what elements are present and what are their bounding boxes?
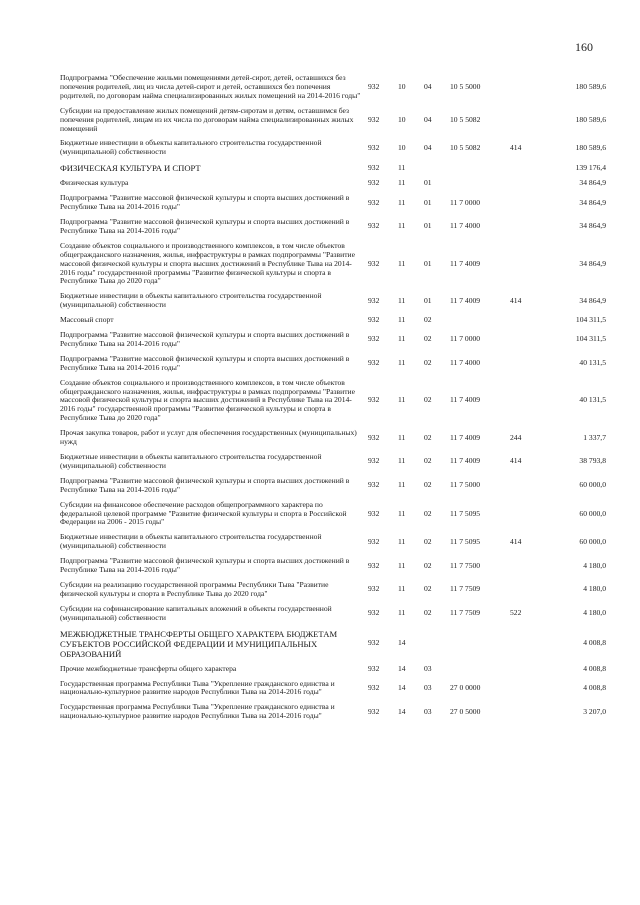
row-section-code: 10 — [398, 81, 406, 91]
row-target-article — [450, 314, 510, 329]
row-ved-code: 932 — [368, 560, 380, 570]
row-amount: 3 207,0 — [583, 706, 606, 716]
row-name: Бюджетные инвестиции в объекты капитального строительства государственной (муниципальной) собственности — [60, 291, 322, 310]
row-expense-type — [510, 627, 546, 663]
row-section-code: 11 — [398, 178, 406, 188]
row-section-code: 11 — [398, 258, 406, 268]
row-section-code: 14 — [398, 682, 406, 692]
row-target-article: 11 7 0000 — [450, 334, 481, 344]
row-subsection-code: 02 — [424, 358, 432, 368]
row-target-article — [450, 177, 510, 192]
row-subsection-code: 02 — [424, 334, 432, 344]
table-row — [60, 663, 606, 678]
row-ved-code: 932 — [368, 663, 380, 673]
row-expense-type — [510, 579, 546, 603]
row-ved-code: 932 — [368, 221, 380, 231]
row-expense-type — [510, 192, 546, 216]
row-section-code: 11 — [398, 162, 406, 172]
row-subsection-code: 02 — [424, 560, 432, 570]
row-name: Субсидии на софинансирование капитальных вложений в объекты государственной (муниципальной) собственности — [60, 603, 332, 622]
row-subsection-code — [424, 627, 450, 663]
row-target-article: 11 7 0000 — [450, 197, 481, 207]
row-expense-type — [510, 72, 546, 105]
table-row — [60, 701, 606, 725]
row-expense-type: 244 — [510, 432, 522, 442]
table-row — [60, 499, 606, 532]
row-expense-type — [510, 161, 546, 177]
row-section-code: 10 — [398, 142, 406, 152]
table-row — [60, 192, 606, 216]
row-ved-code: 932 — [368, 358, 380, 368]
row-ved-code: 932 — [368, 315, 380, 325]
row-subsection-code: 04 — [424, 81, 432, 91]
row-amount: 34 864,9 — [579, 295, 606, 305]
row-section-code: 11 — [398, 536, 406, 546]
row-subsection-code — [424, 161, 450, 177]
table-row — [60, 678, 606, 702]
row-amount: 60 000,0 — [579, 480, 606, 490]
row-expense-type — [510, 555, 546, 579]
row-target-article: 11 7 4009 — [450, 456, 481, 466]
row-subsection-code: 02 — [424, 456, 432, 466]
row-expense-type — [510, 475, 546, 499]
row-target-article: 11 7 4009 — [450, 295, 481, 305]
row-expense-type: 522 — [510, 608, 522, 618]
row-name: Бюджетные инвестиции в объекты капитального строительства государственной (муниципальной) собственности — [60, 452, 322, 470]
table-row-section — [60, 627, 606, 663]
row-ved-code: 932 — [368, 142, 380, 152]
row-section-code: 11 — [398, 221, 406, 231]
row-amount: 104 311,5 — [575, 334, 606, 344]
row-expense-type: 414 — [510, 295, 522, 305]
row-section-code: 14 — [398, 663, 406, 673]
row-amount: 180 589,6 — [575, 142, 606, 152]
table-row — [60, 451, 606, 475]
row-target-article: 11 7 7509 — [450, 584, 481, 594]
row-name: Бюджетные инвестиции в объекты капитального строительства государственной (муниципальной) собственности — [60, 532, 322, 551]
table-body — [60, 72, 606, 725]
row-expense-type — [510, 216, 546, 240]
row-section-code: 11 — [398, 508, 406, 518]
row-ved-code: 932 — [368, 706, 380, 716]
row-amount: 60 000,0 — [579, 536, 606, 546]
row-expense-type: 414 — [510, 142, 522, 152]
row-ved-code: 932 — [368, 81, 380, 91]
row-amount: 180 589,6 — [575, 81, 606, 91]
row-amount: 4 008,8 — [583, 682, 606, 692]
row-name: Субсидии на финансовое обеспечение расходов общепрограммного характера по федеральной целевой программе "Развитие физической культуры и спорта в Российской Федерации на 2006 - 2015 годы" — [60, 499, 347, 527]
table-row — [60, 290, 606, 314]
row-name: МЕЖБЮДЖЕТНЫЕ ТРАНСФЕРТЫ ОБЩЕГО ХАРАКТЕРА БЮДЖЕТАМ СУБЪЕКТОВ РОССИЙСКОЙ ФЕДЕРАЦИИ И МУНИЦИПАЛЬНЫХ ОБРАЗОВАНИЙ — [60, 628, 338, 659]
row-subsection-code: 01 — [424, 295, 432, 305]
row-expense-type — [510, 353, 546, 377]
row-ved-code: 932 — [368, 114, 380, 124]
row-expense-type — [510, 314, 546, 329]
row-amount: 60 000,0 — [579, 508, 606, 518]
row-subsection-code: 03 — [424, 682, 432, 692]
row-subsection-code: 02 — [424, 315, 432, 325]
row-amount: 34 864,9 — [579, 178, 606, 188]
row-ved-code: 932 — [368, 682, 380, 692]
row-subsection-code: 01 — [424, 197, 432, 207]
row-section-code: 11 — [398, 432, 406, 442]
row-section-code: 11 — [398, 197, 406, 207]
row-section-code: 11 — [398, 334, 406, 344]
row-section-code: 14 — [398, 706, 406, 716]
row-ved-code: 932 — [368, 608, 380, 618]
row-subsection-code: 02 — [424, 584, 432, 594]
table-row — [60, 105, 606, 138]
row-name: Подпрограмма "Развитие массовой физической культуры и спорта высших достижений в Республике Тыва на 2014-2016 годы" — [60, 193, 350, 212]
row-target-article: 11 7 7500 — [450, 560, 481, 570]
row-target-article: 27 0 0000 — [450, 682, 481, 692]
row-expense-type — [510, 499, 546, 532]
row-amount: 34 864,9 — [579, 221, 606, 231]
row-subsection-code: 03 — [424, 663, 432, 673]
page-number: 160 — [575, 40, 593, 54]
row-amount: 104 311,5 — [575, 315, 606, 325]
row-name: ФИЗИЧЕСКАЯ КУЛЬТУРА И СПОРТ — [60, 163, 201, 174]
row-subsection-code: 04 — [424, 114, 432, 124]
row-amount: 1 337,7 — [583, 432, 606, 442]
row-name: Массовый спорт — [60, 315, 114, 325]
row-ved-code: 932 — [368, 334, 380, 344]
row-amount: 40 131,5 — [579, 395, 606, 405]
table-row — [60, 377, 606, 428]
row-amount: 180 589,6 — [575, 114, 606, 124]
table-row — [60, 427, 606, 451]
row-subsection-code: 02 — [424, 508, 432, 518]
row-name: Создание объектов социального и производственного комплексов, в том числе объектов общегражданского назначения, жилья, инфраструктуры в рамках подпрограммы "Развитие массовой физической культуры и спорта высших достижений в Республике Тыва на 2014-2016 годы" государственной программы "Развитие физической культуры и спорта в Республике Тыва до 2020 года" — [60, 377, 355, 423]
row-ved-code: 932 — [368, 456, 380, 466]
table-row — [60, 177, 606, 192]
row-name: Субсидии на предоставление жилых помещений детям-сиротам и детям, оставшимся без попечения родителей, лицам из их числа по договорам найма специализированных жилых помещений — [60, 105, 354, 133]
row-expense-type — [510, 177, 546, 192]
row-expense-type: 414 — [510, 456, 522, 466]
row-subsection-code: 04 — [424, 142, 432, 152]
row-expense-type — [510, 329, 546, 353]
row-amount: 4 180,0 — [583, 608, 606, 618]
row-subsection-code: 01 — [424, 221, 432, 231]
row-subsection-code: 02 — [424, 395, 432, 405]
row-expense-type — [510, 377, 546, 428]
row-amount: 34 864,9 — [579, 197, 606, 207]
row-target-article — [450, 663, 510, 678]
row-target-article: 11 7 5095 — [450, 508, 481, 518]
row-ved-code: 932 — [368, 295, 380, 305]
table-row — [60, 72, 606, 105]
row-section-code: 11 — [398, 358, 406, 368]
row-subsection-code: 01 — [424, 258, 432, 268]
row-subsection-code: 02 — [424, 432, 432, 442]
table-row — [60, 314, 606, 329]
row-name: Прочие межбюджетные трансферты общего характера — [60, 663, 237, 673]
row-section-code: 11 — [398, 395, 406, 405]
row-amount: 4 008,8 — [583, 638, 606, 648]
row-amount: 38 793,8 — [579, 456, 606, 466]
table-row — [60, 475, 606, 499]
row-section-code: 11 — [398, 295, 406, 305]
row-name: Подпрограмма "Развитие массовой физической культуры и спорта высших достижений в Республике Тыва на 2014-2016 годы" — [60, 353, 350, 372]
table-row — [60, 603, 606, 627]
row-amount: 34 864,9 — [579, 258, 606, 268]
row-name: Субсидии на реализацию государственной программы Республики Тыва "Развитие физической культуры и спорта в Республике Тыва до 2020 года" — [60, 579, 329, 598]
row-target-article: 11 7 4000 — [450, 358, 481, 368]
row-expense-type: 414 — [510, 536, 522, 546]
row-ved-code: 932 — [368, 178, 380, 188]
row-section-code: 11 — [398, 456, 406, 466]
row-amount: 4 008,8 — [583, 663, 606, 673]
row-section-code: 10 — [398, 114, 406, 124]
row-target-article: 11 7 5000 — [450, 480, 481, 490]
row-section-code: 11 — [398, 315, 406, 325]
row-expense-type — [510, 105, 546, 138]
table-row — [60, 240, 606, 291]
row-subsection-code: 02 — [424, 480, 432, 490]
row-ved-code: 932 — [368, 432, 380, 442]
row-ved-code: 932 — [368, 638, 380, 648]
row-amount: 4 180,0 — [583, 560, 606, 570]
row-ved-code: 932 — [368, 508, 380, 518]
table-row-section — [60, 161, 606, 177]
row-name: Подпрограмма "Развитие массовой физической культуры и спорта высших достижений в Республике Тыва на 2014-2016 годы" — [60, 216, 350, 235]
row-name: Подпрограмма "Развитие массовой физической культуры и спорта высших достижений в Республике Тыва на 2014-2016 годы" — [60, 330, 350, 348]
row-target-article: 11 7 4000 — [450, 221, 481, 231]
row-ved-code: 932 — [368, 258, 380, 268]
table-row — [60, 329, 606, 353]
row-section-code: 11 — [398, 584, 406, 594]
row-name: Физическая культура — [60, 178, 129, 188]
row-subsection-code: 03 — [424, 706, 432, 716]
row-amount: 4 180,0 — [583, 584, 606, 594]
table-row — [60, 137, 606, 161]
row-target-article — [450, 627, 510, 663]
row-name: Прочая закупка товаров, работ и услуг для обеспечения государственных (муниципальных) нужд — [60, 428, 357, 447]
row-ved-code: 932 — [368, 536, 380, 546]
row-target-article: 11 7 5095 — [450, 536, 481, 546]
table-row — [60, 353, 606, 377]
row-name: Бюджетные инвестиции в объекты капитального строительства государственной (муниципальной) собственности — [60, 138, 322, 157]
row-target-article — [450, 161, 510, 177]
row-name: Создание объектов социального и производственного комплексов, в том числе объектов общегражданского назначения, жилья, инфраструктуры в рамках подпрограммы "Развитие массовой физической культуры и спорта высших достижений в Республике Тыва на 2014-2016 годы" государственной программы "Развитие физической культуры и спорта в Республике Тыва до 2020 года" — [60, 240, 355, 286]
row-target-article: 11 7 4009 — [450, 395, 481, 405]
row-amount: 139 176,4 — [575, 162, 606, 172]
row-subsection-code: 02 — [424, 608, 432, 618]
row-target-article: 11 7 4009 — [450, 432, 481, 442]
row-target-article: 10 5 5082 — [450, 142, 481, 152]
row-name: Государственная программа Республики Тыва "Укрепление гражданского единства и национально-культурное развитие народов Республики Тыва на 2014-2016 годы" — [60, 702, 335, 721]
row-ved-code: 932 — [368, 584, 380, 594]
row-ved-code: 932 — [368, 162, 380, 172]
row-target-article: 11 7 7509 — [450, 608, 481, 618]
budget-table — [60, 72, 606, 725]
row-target-article: 10 5 5082 — [450, 114, 481, 124]
row-amount: 40 131,5 — [579, 358, 606, 368]
table-row — [60, 216, 606, 240]
table-row — [60, 579, 606, 603]
row-ved-code: 932 — [368, 480, 380, 490]
row-target-article: 27 0 5000 — [450, 706, 481, 716]
row-section-code: 11 — [398, 608, 406, 618]
row-expense-type — [510, 240, 546, 291]
row-target-article: 10 5 5000 — [450, 81, 481, 91]
table-row — [60, 555, 606, 579]
row-ved-code: 932 — [368, 395, 380, 405]
row-expense-type — [510, 663, 546, 678]
row-expense-type — [510, 701, 546, 725]
row-section-code: 11 — [398, 480, 406, 490]
row-name: Подпрограмма "Обеспечение жильми помещениями детей-сирот, детей, оставшихся без попечения родителей, лиц из числа детей-сирот и детей, оставшихся без попечения родителей, по договорам найма специализированных жилых помещений на 2014-2016 годы" — [60, 73, 361, 100]
row-expense-type — [510, 678, 546, 702]
row-name: Государственная программа Республики Тыва "Укрепление гражданского единства и национально-культурное развитие народов Республики Тыва на 2014-2016 годы" — [60, 678, 335, 697]
row-ved-code: 932 — [368, 197, 380, 207]
row-subsection-code: 02 — [424, 536, 432, 546]
row-name: Подпрограмма "Развитие массовой физической культуры и спорта высших достижений в Республике Тыва на 2014-2016 годы" — [60, 475, 350, 494]
row-section-code: 14 — [398, 638, 406, 648]
table-row — [60, 531, 606, 555]
row-subsection-code: 01 — [424, 178, 432, 188]
row-section-code: 11 — [398, 560, 406, 570]
row-target-article: 11 7 4009 — [450, 258, 481, 268]
row-name: Подпрограмма "Развитие массовой физической культуры и спорта высших достижений в Республике Тыва на 2014-2016 годы" — [60, 556, 350, 575]
